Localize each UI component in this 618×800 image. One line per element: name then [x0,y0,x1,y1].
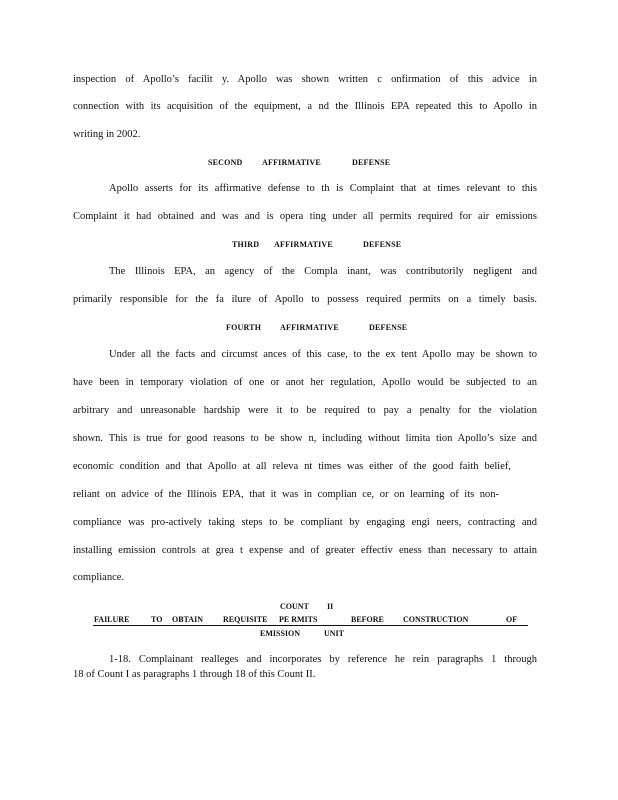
count-heading-word: UNIT [324,629,345,638]
paragraph-4-line-5: economic condition and that Apollo at all releva nt times was either of the good faith belief, [73,461,511,472]
paragraph-2-line-1: Apollo asserts for its affirmative defense to th is Complaint that at times relevant to this [109,183,537,194]
count-heading-word: OBTAIN [172,615,203,624]
count-heading-word: CONSTRUCTION [403,615,469,624]
paragraph-1-line-2: connection with its acquisition of the equipment, a nd the Illinois EPA repeated this to Apollo in [73,101,537,112]
count-label: COUNT [280,602,309,611]
paragraph-4-line-3: arbitrary and unreasonable hardship were it to be required to pay a penalty for the violation [73,405,537,416]
paragraph-3-line-1: The Illinois EPA, an agency of the Compla inant, was contributorily negligent and [109,266,537,277]
paragraph-4-line-1: Under all the facts and circumst ances of this case, to the ex tent Apollo may be shown to [109,349,537,360]
count-heading-word: BEFORE [351,615,384,624]
heading-word: DEFENSE [352,158,391,167]
heading-word: AFFIRMATIVE [274,240,333,249]
paragraph-4-line-4: shown. This is true for good reasons to be show n, including without limita tion Apollo’s size and [73,433,537,444]
count-heading-rule [93,625,528,626]
count-heading-word: PE RMITS [279,615,318,624]
heading-word: SECOND [208,158,243,167]
paragraph-2-line-2: Complaint it had obtained and was and is opera ting under all permits required for air emissions [73,211,537,222]
paragraph-4-line-6: reliant on advice of the Illinois EPA, that it was in complian ce, or on learning of its non- [73,489,499,500]
paragraph-4-line-2: have been in temporary violation of one or anot her regulation, Apollo would be subjected to an [73,377,537,388]
count-heading-word: EMISSION [260,629,301,638]
heading-word: DEFENSE [363,240,402,249]
paragraph-1-line-1: inspection of Apollo’s facilit y. Apollo was shown written c onfirmation of this advice in [73,74,537,85]
count-heading-word: TO [151,615,163,624]
count-heading-word: REQUISITE [223,615,268,624]
heading-word: THIRD [232,240,260,249]
heading-word: AFFIRMATIVE [262,158,321,167]
paragraph-4-line-9: compliance. [73,572,125,583]
paragraph-1-line-3: writing in 2002. [73,129,141,140]
heading-word: AFFIRMATIVE [280,323,339,332]
count-heading-word: FAILURE [94,615,130,624]
count-heading-word: OF [506,615,518,624]
paragraph-4-line-7: compliance was pro-actively taking steps to be compliant by engaging engi neers, contracting and [73,517,537,528]
count-numeral: II [327,602,334,611]
paragraph-3-line-2: primarily responsible for the fa ilure of Apollo to possess required permits on a timely basis. [73,294,537,305]
paragraph-5-line-1: 1-18. Complainant realleges and incorporates by reference he rein paragraphs 1 through [109,654,537,665]
heading-word: FOURTH [226,323,262,332]
paragraph-5-line-2: 18 of Count I as paragraphs 1 through 18 of this Count II. [73,669,316,680]
paragraph-4-line-8: installing emission controls at grea t expense and of greater effectiv eness than necessary to attain [73,545,537,556]
heading-word: DEFENSE [369,323,408,332]
